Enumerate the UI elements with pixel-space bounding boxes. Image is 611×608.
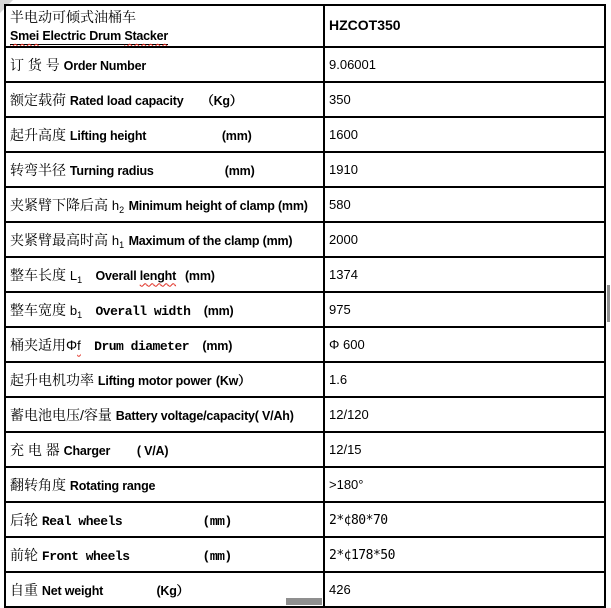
spec-label-max-clamp-height-text: 1 — [119, 239, 125, 250]
spec-label-drum-diameter-text: 桶夹适用 — [10, 336, 66, 353]
spec-label-turning-radius-text: (mm) — [224, 163, 255, 178]
spec-label-max-clamp-height — [5, 222, 324, 257]
spec-label-battery — [5, 397, 324, 432]
spec-value-max-clamp-height-text: 2000 — [329, 231, 358, 247]
spec-label-lifting-height-text: 起升高度 — [10, 126, 70, 143]
spec-label-drum-diameter — [5, 327, 324, 362]
spec-label-min-clamp-height-text: h — [111, 197, 120, 213]
table-row-drum-diameter — [5, 327, 605, 362]
spec-value-motor-power — [324, 362, 605, 397]
table-row-charger — [5, 432, 605, 467]
spec-label-overall-width-text: (mm) — [203, 303, 234, 318]
spec-table — [4, 4, 606, 608]
spec-label-front-wheels — [5, 537, 324, 572]
spec-label-front-wheels-text: Front wheels — [41, 548, 130, 564]
spec-value-rotating-range-text: >180° — [329, 476, 364, 492]
spec-label-charger-text: 充 电 器 — [10, 441, 64, 458]
spec-label-overall-length — [5, 257, 324, 292]
spec-label-overall-width-text: 1 — [77, 309, 83, 320]
spec-label-drum-diameter-text — [189, 337, 202, 354]
spec-value-rear-wheels — [324, 502, 605, 537]
spec-label-header-text: Electric Drum — [39, 29, 125, 43]
spec-label-motor-power-text: Lifting motor power — [97, 373, 212, 388]
spec-value-rear-wheels-text: 2*¢80*70 — [329, 512, 388, 528]
spec-label-rated-load-text: 额定载荷 — [10, 91, 70, 108]
spec-label-overall-width-text — [82, 302, 95, 319]
horizontal-scrollbar-thumb[interactable] — [286, 598, 322, 605]
spec-value-battery — [324, 397, 605, 432]
spec-label-overall-length-text: (mm) — [184, 268, 215, 283]
spec-label-overall-length-text — [176, 267, 185, 284]
spec-value-overall-width — [324, 292, 605, 327]
spec-label-charger-text: Charger — [63, 443, 111, 458]
spec-label-rotating-range-text: 翻转角度 — [10, 476, 70, 493]
spec-label-turning-radius — [5, 152, 324, 187]
spec-label-overall-length-text: Overall — [95, 268, 140, 283]
table-row-header — [5, 5, 605, 47]
spec-value-turning-radius-text: 1910 — [329, 161, 358, 177]
spec-value-drum-diameter — [324, 327, 605, 362]
spec-label-rotating-range-text: Rotating range — [69, 478, 156, 493]
spec-value-order-number-text: 9.06001 — [329, 56, 376, 72]
spec-label-net-weight-text — [103, 582, 156, 599]
spec-value-min-clamp-height — [324, 187, 605, 222]
spec-label-rotating-range — [5, 467, 324, 502]
spec-label-overall-width-text: 整车宽度 — [10, 301, 70, 318]
spec-label-rear-wheels — [5, 502, 324, 537]
spec-label-rear-wheels-text: Real wheels — [41, 513, 123, 529]
spec-label-rear-wheels-text: (mm) — [202, 513, 232, 529]
table-row-motor-power — [5, 362, 605, 397]
spec-label-overall-width-text — [190, 302, 203, 319]
table-row-turning-radius — [5, 152, 605, 187]
spec-value-front-wheels-text: 2*¢178*50 — [329, 547, 395, 563]
spec-label-overall-width-text: Overall width — [95, 303, 191, 319]
spec-label-max-clamp-height-text: Maximum of the clamp (mm) — [128, 233, 293, 248]
spec-label-drum-diameter-text: (mm) — [202, 338, 233, 353]
table-row-lifting-height — [5, 117, 605, 152]
spec-value-motor-power-text: 1.6 — [329, 371, 348, 387]
spec-label-drum-diameter-text: Φ — [66, 336, 78, 353]
spec-label-order-number — [5, 47, 324, 82]
spec-label-net-weight-text: (Kg） — [156, 583, 189, 598]
spec-label-rated-load-text — [184, 92, 202, 109]
spec-label-front-wheels-text: (mm) — [202, 548, 232, 564]
spec-label-min-clamp-height-text: Minimum height of clamp (mm) — [128, 198, 308, 213]
table-row-overall-length — [5, 257, 605, 292]
table-row-rated-load — [5, 82, 605, 117]
spec-value-front-wheels — [324, 537, 605, 572]
spec-label-turning-radius-text — [154, 162, 225, 179]
spec-value-overall-length — [324, 257, 605, 292]
spec-value-rated-load — [324, 82, 605, 117]
spec-label-battery-text: Battery voltage/capacity( V/Ah) — [115, 408, 294, 423]
spec-value-rotating-range — [324, 467, 605, 502]
spec-label-rated-load — [5, 82, 324, 117]
spec-label-rated-load-text: Rated load capacity — [69, 93, 184, 108]
spec-value-header-text: HZCOT350 — [329, 17, 401, 33]
spec-label-turning-radius-text: Turning radius — [69, 163, 154, 178]
spec-label-overall-length-text: L — [69, 267, 78, 283]
table-row-rotating-range — [5, 467, 605, 502]
spec-label-order-number-text: 订 货 号 — [10, 56, 64, 73]
spec-label-header-text: Smei — [10, 29, 40, 43]
spec-value-overall-width-text: 975 — [329, 301, 351, 317]
spec-label-overall-length-text: 整车长度 — [10, 266, 70, 283]
spec-value-order-number — [324, 47, 605, 82]
spec-value-net-weight — [324, 572, 605, 607]
spec-label-front-wheels-text — [130, 549, 203, 564]
spec-label-overall-width — [5, 292, 324, 327]
spec-label-motor-power — [5, 362, 324, 397]
spec-label-overall-length-text: lenght — [139, 268, 177, 283]
spec-label-min-clamp-height-text: 2 — [119, 204, 125, 215]
spec-table-body — [5, 5, 605, 607]
spec-label-lifting-height — [5, 117, 324, 152]
spec-label-drum-diameter-text — [81, 337, 94, 354]
spec-label-max-clamp-height-text: h — [111, 232, 120, 248]
spec-value-turning-radius — [324, 152, 605, 187]
table-row-overall-width — [5, 292, 605, 327]
spec-value-rated-load-text: 350 — [329, 91, 351, 107]
spec-label-overall-length-text — [82, 267, 95, 284]
spec-label-drum-diameter-text: Drum diameter — [94, 338, 190, 354]
table-row-rear-wheels — [5, 502, 605, 537]
spec-value-lifting-height-text: 1600 — [329, 126, 358, 142]
spec-label-lifting-height-text: Lifting height — [69, 128, 147, 143]
spec-label-charger-text: ( V/A) — [136, 443, 169, 458]
spec-value-overall-length-text: 1374 — [329, 266, 358, 282]
spec-value-max-clamp-height — [324, 222, 605, 257]
spec-label-charger — [5, 432, 324, 467]
spec-label-header — [5, 5, 324, 47]
spec-label-max-clamp-height-text: 夹紧臂最高时高 — [10, 231, 112, 248]
table-row-battery — [5, 397, 605, 432]
spec-value-charger — [324, 432, 605, 467]
spec-label-turning-radius-text: 转弯半径 — [10, 161, 70, 178]
spec-label-drum-diameter-text: f — [77, 337, 81, 353]
spec-label-battery-text: 蓄电池电压/容量 — [10, 406, 116, 423]
spec-value-net-weight-text: 426 — [329, 581, 351, 597]
spec-label-overall-width-text: b — [69, 302, 78, 318]
spec-label-header-text: Stacker — [124, 29, 169, 43]
table-row-max-clamp-height — [5, 222, 605, 257]
spec-value-charger-text: 12/15 — [329, 441, 362, 457]
table-row-front-wheels — [5, 537, 605, 572]
spec-label-motor-power-text: 起升电机功率 — [10, 371, 98, 388]
spec-label-rear-wheels-text — [122, 514, 202, 529]
spec-label-net-weight-text: 自重 — [10, 581, 42, 598]
spec-label-net-weight — [5, 572, 324, 607]
spec-label-overall-length-text: 1 — [77, 274, 83, 285]
spec-label-lifting-height-text — [146, 127, 222, 144]
vertical-scrollbar-thumb[interactable] — [607, 285, 610, 322]
spec-label-min-clamp-height-text: 夹紧臂下降后高 — [10, 196, 112, 213]
spec-label-header-text: 半电动可倾式油桶车 — [10, 9, 136, 25]
spec-label-order-number-text: Order Number — [63, 58, 147, 73]
spec-label-motor-power-text: (Kw） — [215, 373, 251, 388]
spec-label-rated-load-text: （Kg） — [201, 93, 243, 108]
spec-value-battery-text: 12/120 — [329, 406, 369, 422]
spec-label-charger-text — [110, 442, 137, 459]
spec-label-lifting-height-text: (mm) — [221, 128, 252, 143]
table-row-min-clamp-height — [5, 187, 605, 222]
spec-label-rear-wheels-text: 后轮 — [10, 511, 42, 528]
spec-value-min-clamp-height-text: 580 — [329, 196, 351, 212]
spec-label-net-weight-text: Net weight — [41, 583, 104, 598]
spec-label-min-clamp-height — [5, 187, 324, 222]
table-row-order-number — [5, 47, 605, 82]
spec-value-drum-diameter-text: Φ 600 — [329, 336, 365, 352]
spec-value-lifting-height — [324, 117, 605, 152]
spec-label-front-wheels-text: 前轮 — [10, 546, 42, 563]
spec-value-header — [324, 5, 605, 47]
